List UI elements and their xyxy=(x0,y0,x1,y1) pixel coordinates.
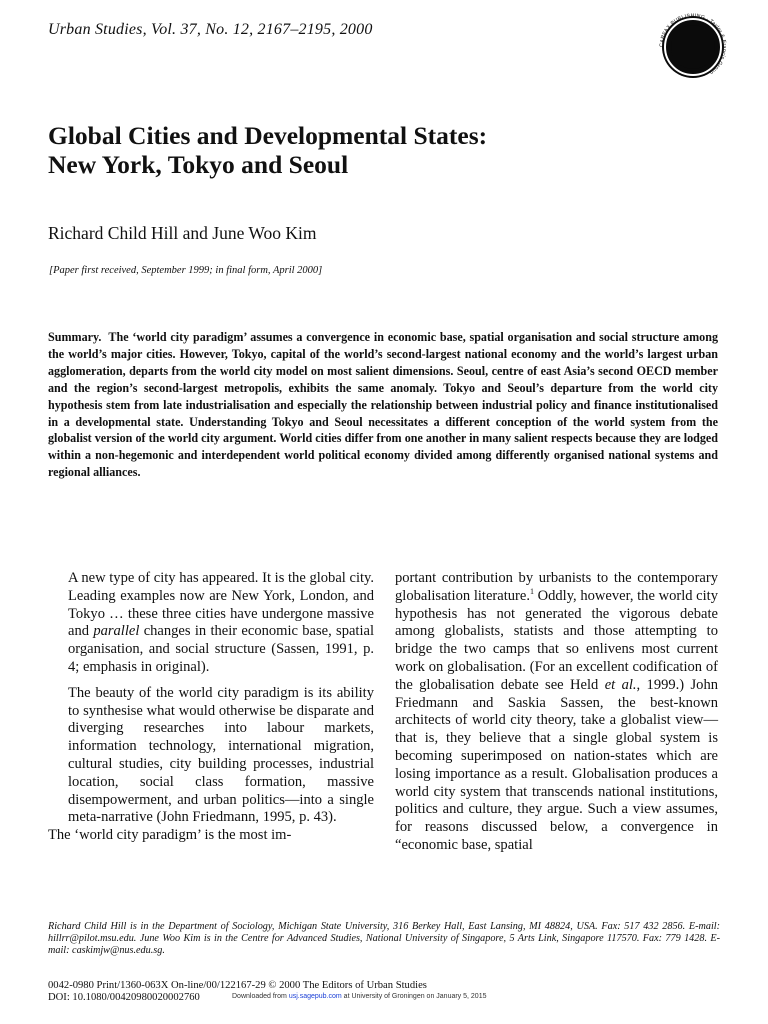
paragraph-text-c: , 1999.) John Friedmann and Saskia Sassen, the best-known architects of world city theory, take a globalist view—that is, they believe that a single global system is becoming superimposed on nation-states which are losing importance as a result. Globalisation produces a world city system that transcends national institutions, politics and culture, they argue. Such a view assumes, for reasons discussed below, a convergence in “economic base, spatial xyxy=(395,676,719,853)
citation-et-al: et al. xyxy=(604,676,637,693)
epigraph-sassen-text-b: changes in their economic base, spatial organisation, and social structure (Sassen, 1991, p. 4; emphasis in original). xyxy=(68,623,375,675)
received-dates: [Paper first received, September 1999; in final form, April 2000] xyxy=(49,265,323,276)
epigraph-sassen-text-a: A new type of city has appeared. It is the global city. Leading examples now are New York, London, and Tokyo … these three cities have undergone massive and xyxy=(68,570,374,640)
summary-label: Summary. xyxy=(48,330,102,344)
epigraph-sassen-emphasis: parallel xyxy=(93,623,140,640)
epigraph-friedmann: The beauty of the world city paradigm is its ability to synthesise what would otherwise be disparate and diverging researches into labour markets, information technology, international migration, cultural studies, city building processes, industrial location, social class formation, massive disempowerment, and urban politics—into a single meta-narrative (John Friedmann, 1995, p. 43). xyxy=(68,684,374,826)
journal-citation: Urban Studies, Vol. 37, No. 12, 2167–2195, 2000 xyxy=(48,21,373,38)
download-prefix: Downloaded from xyxy=(232,993,289,1000)
article-title xyxy=(48,121,708,179)
title-line-1: Global Cities and Developmental States: xyxy=(48,121,488,150)
article-summary xyxy=(48,329,718,481)
footnote-marker[interactable]: 1 xyxy=(529,586,534,596)
body-paragraph-opening: The ‘world city paradigm’ is the most im- xyxy=(48,827,292,844)
download-watermark xyxy=(232,993,487,1000)
download-suffix: at University of Groningen on January 5, 2015 xyxy=(341,993,487,1000)
author-affiliation-footnote: Richard Child Hill is in the Department of Sociology, Michigan State University, 316 Berkey Hall, East Lansing, MI 48824, USA. Fax: 517 432 2856. E-mail: hillrr@pilot.msu.edu. June Woo Kim is in the Centre for Advanced Studies, National University of Singapore, 5 Arts Link, Singapore 117570. Fax: 779 1428. E-mail: caskimjw@nus.edu.sg. xyxy=(48,921,720,957)
publisher-seal-logo xyxy=(658,12,728,76)
summary-text: The ‘world city paradigm’ assumes a convergence in economic base, spatial organisation and social structure among the world’s major cities. However, Tokyo, capital of the world’s second-largest national economy and the world’s largest urban agglomeration, departs from the world city model on most salient dimensions. Seoul, centre of east Asia’s second OECD member and the region’s second-largest metropolis, exhibits the same anomaly. Tokyo and Seoul’s departure from the world city hypothesis stem from late industrialisation and especially the relationship between industrial policy and finance institutionalised in a developmental state. Understanding Tokyo and Seoul necessitates a different conception of the world system from the globalist version of the world city argument. World cities differ from one another in many salient respects because they are lodged within a non-hegemonic and interdependent world political economy divided among differently organised national systems and regional alliances. xyxy=(48,330,718,480)
paragraph-text-b: Oddly, however, the world city hypothesis has not generated the vigorous debate among globalists, statists and those attempting to bridge the two camps that so enlivens most current work on globalisation. (For an excellent codification of the globalisation debate see Held xyxy=(395,587,718,693)
seal-text: CARFAX PUBLISHING · Taylor & Francis Group xyxy=(658,12,728,76)
download-source-link[interactable]: usj.sagepub.com xyxy=(288,993,342,1000)
issn-copyright-line: 0042-0980 Print/1360-063X On-line/00/122167-29 © 2000 The Editors of Urban Studies xyxy=(48,980,427,991)
doi-line: DOI: 10.1080/00420980020002760 xyxy=(48,992,200,1003)
body-column-left xyxy=(48,570,374,845)
title-line-2: New York, Tokyo and Seoul xyxy=(48,150,349,179)
paragraph-text-a: portant contribution by urbanists to the contemporary globalisation literature. xyxy=(395,570,718,604)
publication-info xyxy=(48,980,720,1004)
article-authors: Richard Child Hill and June Woo Kim xyxy=(48,223,317,243)
epigraph-sassen xyxy=(48,570,374,677)
body-paragraph-continued xyxy=(395,570,718,855)
body-column-right xyxy=(395,570,718,855)
